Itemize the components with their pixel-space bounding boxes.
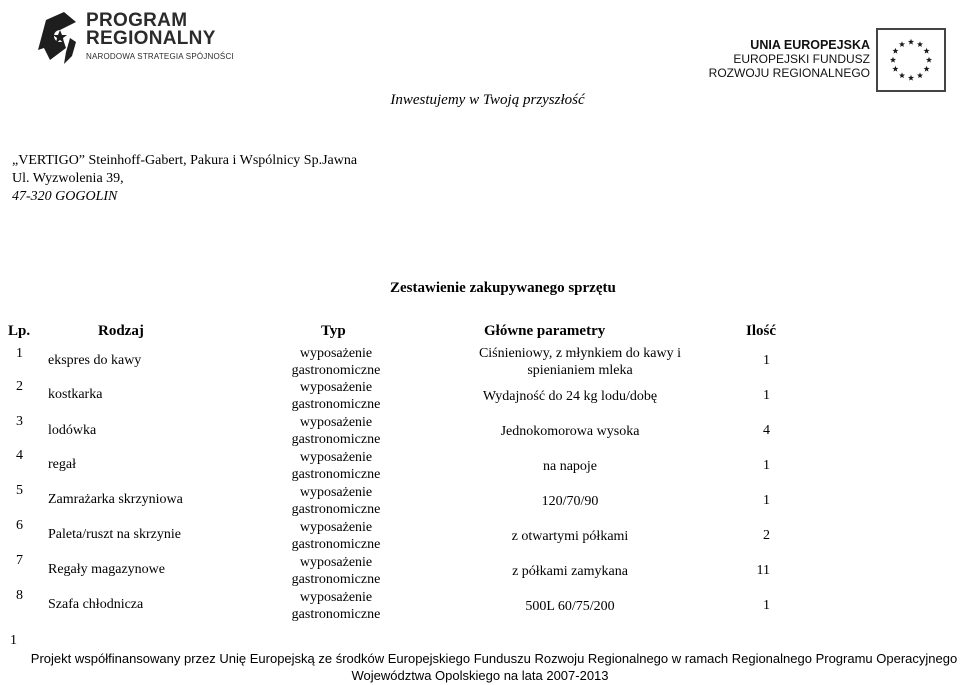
row-lp: 7 [16, 553, 23, 568]
eu-logo-text: UNIA EUROPEJSKA EUROPEJSKI FUNDUSZ ROZWOJU REGIONALNEGO [708, 38, 870, 80]
table-row [0, 587, 960, 623]
row-parametry: 120/70/90 [541, 494, 599, 509]
row-typ: wyposażenie gastronomiczne [291, 380, 381, 412]
footer-line-1: Projekt współfinansowany przez Unię Europejską ze środków Europejskiego Funduszu Rozwoju Regionalnego w ramach Regionalnego Programu Operacyjnego [30, 651, 958, 666]
row-lp: 4 [16, 448, 23, 463]
row-parametry: na napoje [542, 459, 598, 474]
eu-star-icon [917, 72, 923, 78]
row-rodzaj: regał [48, 457, 76, 472]
row-lp: 8 [16, 588, 23, 603]
eu-star-icon [908, 75, 914, 81]
page-title: Zestawienie zakupywanego sprzętu [390, 280, 616, 296]
row-lp: 1 [16, 346, 23, 361]
row-typ: wyposażenie gastronomiczne [291, 520, 381, 552]
row-ilosc: 1 [763, 388, 770, 403]
header-ilosc: Ilość [746, 323, 776, 339]
row-lp: 3 [16, 414, 23, 429]
row-typ: wyposażenie gastronomiczne [291, 450, 381, 482]
program-regionalny-logo [36, 8, 234, 70]
eu-star-icon [892, 48, 898, 54]
eu-star-icon [917, 41, 923, 47]
row-ilosc: 1 [763, 458, 770, 473]
header-typ: Typ [321, 323, 346, 339]
row-parametry: Jednokomorowa wysoka [500, 424, 640, 439]
program-regionalny-tagline: NARODOWA STRATEGIA SPÓJNOŚCI [86, 52, 234, 61]
eu-star-icon [890, 57, 896, 63]
header-lp: Lp. [8, 323, 31, 339]
eu-star-icon [899, 72, 905, 78]
row-parametry: Wydajność do 24 kg lodu/dobę [482, 389, 658, 404]
row-typ: wyposażenie gastronomiczne [291, 485, 381, 517]
row-rodzaj: Paleta/ruszt na skrzynie [48, 527, 181, 542]
slogan: Inwestujemy w Twoją przyszłość [390, 92, 585, 108]
row-ilosc: 1 [763, 493, 770, 508]
eu-star-icon [924, 48, 930, 54]
row-lp: 6 [16, 518, 23, 533]
row-rodzaj: lodówka [48, 423, 97, 438]
row-rodzaj: Regały magazynowe [48, 562, 166, 577]
row-parametry: z otwartymi półkami [511, 529, 629, 544]
program-regionalny-emblem-icon [36, 8, 82, 68]
program-regionalny-title: PROGRAM REGIONALNY [86, 10, 216, 49]
address-city: 47-320 GOGOLIN [12, 189, 118, 204]
row-rodzaj: Szafa chłodnicza [48, 597, 144, 612]
row-typ: wyposażenie gastronomiczne [291, 346, 381, 378]
table-row [0, 552, 960, 588]
table-row [0, 482, 960, 518]
row-ilosc: 11 [756, 563, 770, 578]
row-ilosc: 2 [763, 528, 770, 543]
table-row [0, 517, 960, 553]
eu-star-icon [924, 66, 930, 72]
header-rodzaj: Rodzaj [98, 323, 144, 339]
row-typ: wyposażenie gastronomiczne [291, 590, 381, 622]
row-rodzaj: ekspres do kawy [48, 353, 142, 368]
row-parametry: z półkami zamykana [512, 564, 628, 579]
eu-star-icon [899, 41, 905, 47]
row-lp: 5 [16, 483, 23, 498]
row-parametry: Ciśnieniowy, z młynkiem do kawy i spienianiem mleka [478, 346, 682, 378]
table-row [0, 342, 960, 378]
eu-flag-icon [876, 28, 946, 92]
row-ilosc: 1 [763, 598, 770, 613]
eu-star-icon [926, 57, 932, 63]
row-rodzaj: kostkarka [48, 387, 103, 402]
footer-line-2: Województwa Opolskiego na lata 2007-2013 [351, 668, 609, 683]
table-row [0, 413, 960, 449]
eu-logo [690, 20, 952, 100]
row-rodzaj: Zamrażarka skrzyniowa [48, 492, 183, 507]
row-ilosc: 4 [763, 423, 770, 438]
row-typ: wyposażenie gastronomiczne [291, 415, 381, 447]
address-street: Ul. Wyzwolenia 39, [12, 171, 124, 186]
table-row [0, 447, 960, 483]
row-ilosc: 1 [763, 353, 770, 368]
page-number: 1 [10, 633, 17, 648]
row-typ: wyposażenie gastronomiczne [291, 555, 381, 587]
address-company: „VERTIGO” Steinhoff-Gabert, Pakura i Wspólnicy Sp.Jawna [12, 153, 358, 168]
eu-star-icon [892, 66, 898, 72]
header-parametry: Główne parametry [484, 323, 606, 339]
table-row [0, 378, 960, 414]
row-parametry: 500L 60/75/200 [525, 599, 615, 614]
eu-star-icon [908, 39, 914, 45]
row-lp: 2 [16, 379, 23, 394]
